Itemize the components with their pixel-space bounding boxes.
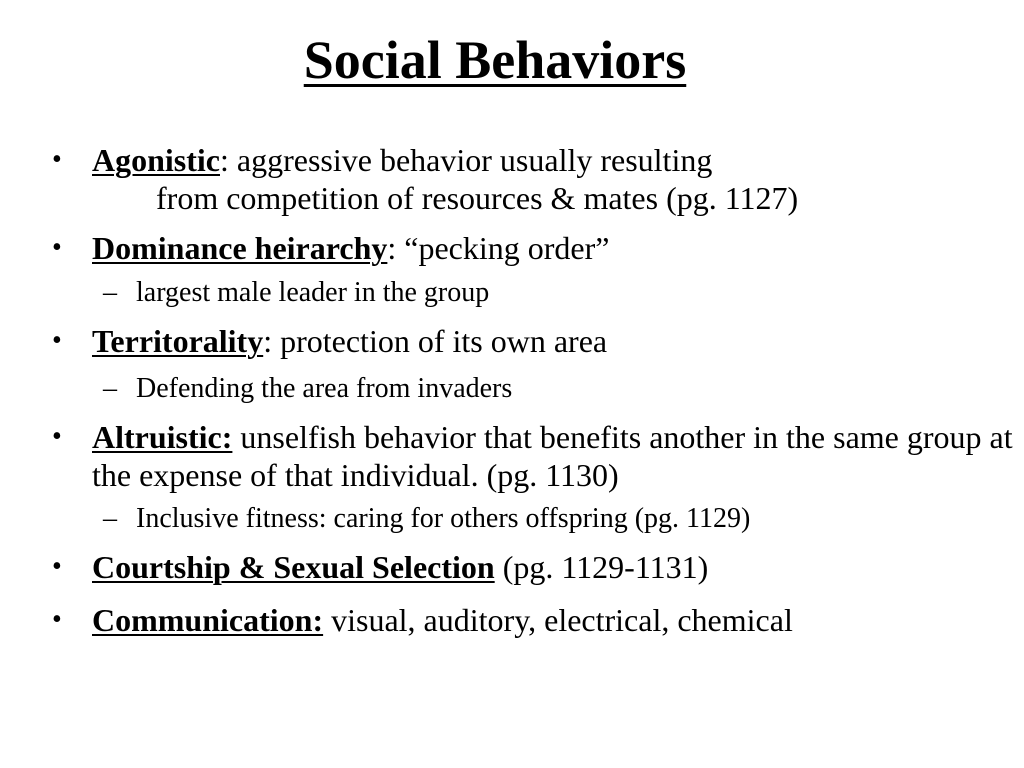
definition-territorality: : protection of its own area: [263, 323, 608, 359]
term-territorality: Territorality: [92, 323, 264, 359]
bullet-dot: •: [52, 551, 62, 582]
bullet-courtship: [0, 548, 1024, 586]
bullet-dot: •: [52, 144, 62, 175]
bullet-agonistic: [0, 141, 1024, 217]
sub-bullet-dash: –: [103, 373, 117, 404]
term-courtship: Courtship & Sexual Selection: [92, 549, 495, 585]
definition-courtship: (pg. 1129-1131): [494, 549, 709, 585]
definition-altruistic: unselfish behavior that benefits another in the same group at the expense of that individual. (pg. 1130): [92, 419, 1013, 493]
slide-title: [0, 28, 990, 93]
bullet-dot: •: [52, 325, 62, 356]
bullet-list: [0, 141, 1024, 639]
term-communication: Communication:: [92, 602, 324, 638]
definition-agonistic-line2: from competition of resources & mates (pg. 1127): [156, 180, 799, 216]
definition-communication: visual, auditory, electrical, chemical: [323, 602, 793, 638]
term-altruistic: Altruistic:: [92, 419, 233, 455]
sub-bullet-dash: –: [103, 277, 117, 308]
bullet-dot: •: [52, 232, 62, 263]
sub-bullet-territorality-text: Defending the area from invaders: [136, 373, 513, 404]
definition-agonistic-line1: : aggressive behavior usually resulting: [220, 142, 713, 178]
bullet-dominance-heirarchy: [0, 229, 1024, 267]
slide-title-text: Social Behaviors: [303, 30, 687, 90]
sub-bullet-altruistic: [0, 502, 1024, 536]
sub-bullet-dash: –: [103, 503, 117, 534]
definition-dominance-heirarchy: : “pecking order”: [387, 230, 610, 266]
sub-bullet-dominance-text: largest male leader in the group: [136, 277, 490, 308]
bullet-dot: •: [52, 421, 62, 452]
bullet-dot: •: [52, 604, 62, 635]
bullet-communication: [0, 601, 1024, 639]
term-agonistic: Agonistic: [92, 142, 220, 178]
sub-bullet-altruistic-text: Inclusive fitness: caring for others offspring (pg. 1129): [136, 503, 751, 534]
sub-bullet-territorality: [0, 372, 1024, 406]
term-dominance-heirarchy: Dominance heirarchy: [92, 230, 388, 266]
sub-bullet-dominance: [0, 276, 1024, 310]
bullet-altruistic: [0, 418, 1024, 494]
bullet-territorality: [0, 322, 1024, 360]
